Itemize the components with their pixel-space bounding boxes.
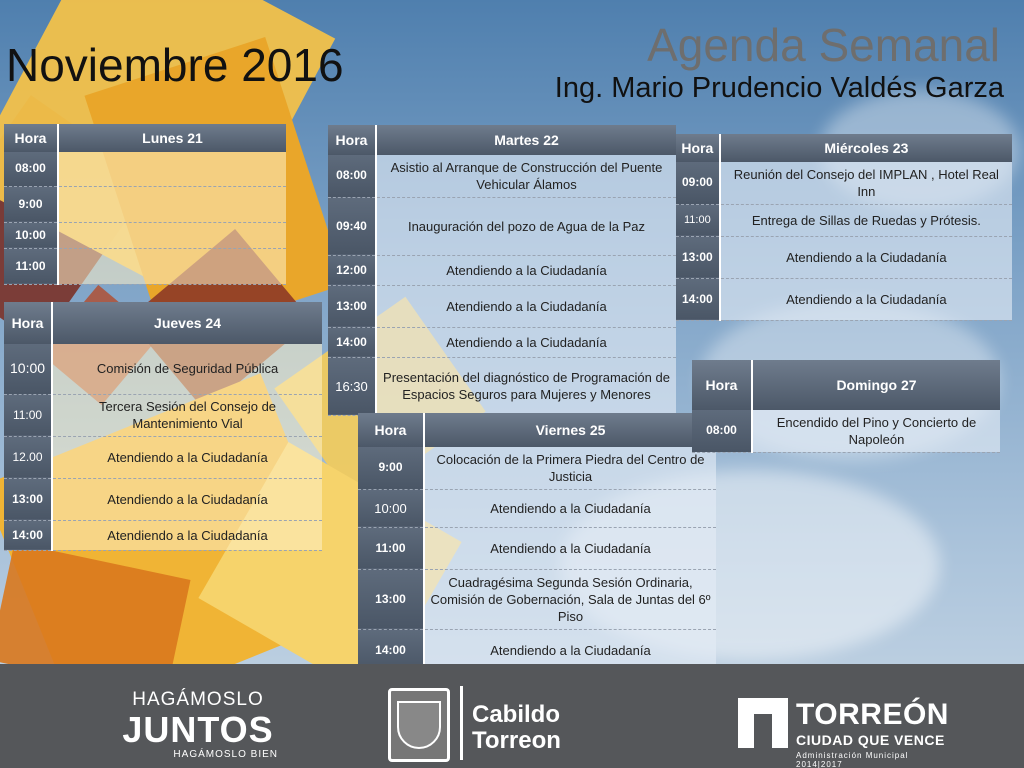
day-header-lunes: Lunes 21 xyxy=(58,124,286,152)
event-cell: Reunión del Consejo del IMPLAN , Hotel Real Inn xyxy=(720,162,1012,204)
torreon-slogan: CIUDAD QUE VENCE xyxy=(796,732,945,748)
torreon-logo xyxy=(796,698,949,768)
official-name: Ing. Mario Prudencio Valdés Garza xyxy=(554,72,1004,104)
table-row xyxy=(4,186,286,222)
schedule-viernes xyxy=(358,413,716,672)
table-row xyxy=(328,327,676,357)
event-cell: Cuadragésima Segunda Sesión Ordinaria, Comisión de Gobernación, Sala de Juntas del 6º Piso xyxy=(424,569,716,629)
torreon-logo-notch xyxy=(754,714,772,748)
juntos-logo-bottom: HAGÁMOSLO BIEN xyxy=(173,749,278,760)
event-cell: Atendiendo a la Ciudadanía xyxy=(424,527,716,569)
time-cell: 16:30 xyxy=(328,357,376,415)
hour-header: Hora xyxy=(328,125,376,155)
time-cell: 12.00 xyxy=(4,436,52,478)
hour-header: Hora xyxy=(4,124,58,152)
time-cell: 9:00 xyxy=(358,447,424,489)
hour-header: Hora xyxy=(4,302,52,344)
event-cell: Presentación del diagnóstico de Programación de Espacios Seguros para Mujeres y Menores xyxy=(376,357,676,415)
table-row xyxy=(4,436,322,478)
event-cell: Atendiendo a la Ciudadanía xyxy=(376,255,676,285)
table-row xyxy=(4,152,286,186)
cabildo-logo xyxy=(472,702,561,754)
hour-header: Hora xyxy=(358,413,424,447)
schedule-miercoles xyxy=(676,134,1012,321)
divider xyxy=(460,686,463,760)
agenda-title: Agenda Semanal xyxy=(647,19,1000,71)
torreon-name: TORREÓN xyxy=(796,698,949,731)
day-header-miercoles: Miércoles 23 xyxy=(720,134,1012,162)
time-cell: 12:00 xyxy=(328,255,376,285)
event-cell: Atendiendo a la Ciudadanía xyxy=(52,478,322,520)
table-row xyxy=(358,447,716,489)
table-row xyxy=(328,255,676,285)
event-cell: Atendiendo a la Ciudadanía xyxy=(52,520,322,550)
day-header-viernes: Viernes 25 xyxy=(424,413,716,447)
table-row xyxy=(358,527,716,569)
table-row xyxy=(676,236,1012,278)
time-cell: 11:00 xyxy=(358,527,424,569)
day-header-martes: Martes 22 xyxy=(376,125,676,155)
table-row xyxy=(4,394,322,436)
schedule-jueves xyxy=(4,302,322,551)
time-cell: 14:00 xyxy=(676,278,720,320)
time-cell: 09:00 xyxy=(676,162,720,204)
time-cell: 14:00 xyxy=(328,327,376,357)
event-cell: Tercera Sesión del Consejo de Mantenimiento Vial xyxy=(52,394,322,436)
cabildo-line2: Torreon xyxy=(472,727,561,754)
time-cell: 14:00 xyxy=(4,520,52,550)
event-cell: Atendiendo a la Ciudadanía xyxy=(424,489,716,527)
event-cell: Entrega de Sillas de Ruedas y Prótesis. xyxy=(720,204,1012,236)
time-cell: 13:00 xyxy=(328,285,376,327)
cabildo-line1: Cabildo xyxy=(472,701,560,728)
table-row xyxy=(328,285,676,327)
table-row xyxy=(4,248,286,284)
event-cell: Comisión de Seguridad Pública xyxy=(52,344,322,394)
table-row xyxy=(4,478,322,520)
table-row xyxy=(4,344,322,394)
table-row xyxy=(676,204,1012,236)
schedule-domingo xyxy=(692,360,1000,453)
time-cell: 13:00 xyxy=(358,569,424,629)
event-cell xyxy=(58,222,286,248)
time-cell: 14:00 xyxy=(358,629,424,671)
time-cell: 9:00 xyxy=(4,186,58,222)
event-cell: Atendiendo a la Ciudadanía xyxy=(52,436,322,478)
month-title: Noviembre 2016 xyxy=(6,39,344,91)
event-cell: Atendiendo a la Ciudadanía xyxy=(376,327,676,357)
schedule-lunes xyxy=(4,124,286,285)
table-row xyxy=(328,197,676,255)
event-cell xyxy=(58,152,286,186)
schedule-martes xyxy=(328,125,676,416)
day-header-jueves: Jueves 24 xyxy=(52,302,322,344)
time-cell: 11:00 xyxy=(676,204,720,236)
event-cell xyxy=(58,248,286,284)
event-cell: Inauguración del pozo de Agua de la Paz xyxy=(376,197,676,255)
time-cell: 10:00 xyxy=(4,344,52,394)
municipal-seal-icon xyxy=(388,688,450,762)
hour-header: Hora xyxy=(676,134,720,162)
event-cell: Colocación de la Primera Piedra del Centro de Justicia xyxy=(424,447,716,489)
table-row xyxy=(676,278,1012,320)
event-cell xyxy=(58,186,286,222)
time-cell: 08:00 xyxy=(692,410,752,452)
time-cell: 13:00 xyxy=(676,236,720,278)
table-row xyxy=(358,489,716,527)
juntos-logo-top: HAGÁMOSLO xyxy=(132,689,264,710)
table-row xyxy=(692,410,1000,452)
time-cell: 13:00 xyxy=(4,478,52,520)
juntos-logo xyxy=(118,689,278,760)
table-row xyxy=(4,520,322,550)
juntos-logo-main: JUNTOS xyxy=(122,709,274,750)
time-cell: 08:00 xyxy=(4,152,58,186)
table-row xyxy=(328,155,676,197)
event-cell: Encendido del Pino y Concierto de Napoleón xyxy=(752,410,1000,452)
table-row xyxy=(676,162,1012,204)
footer-bar xyxy=(0,664,1024,768)
event-cell: Atendiendo a la Ciudadanía xyxy=(376,285,676,327)
time-cell: 11:00 xyxy=(4,248,58,284)
day-header-domingo: Domingo 27 xyxy=(752,360,1000,410)
time-cell: 10:00 xyxy=(4,222,58,248)
time-cell: 09:40 xyxy=(328,197,376,255)
time-cell: 10:00 xyxy=(358,489,424,527)
event-cell: Atendiendo a la Ciudadanía xyxy=(720,278,1012,320)
torreon-admin: Administración Municipal 2014|2017 xyxy=(796,751,909,768)
hour-header: Hora xyxy=(692,360,752,410)
event-cell: Asistio al Arranque de Construcción del Puente Vehicular Álamos xyxy=(376,155,676,197)
event-cell: Atendiendo a la Ciudadanía xyxy=(424,629,716,671)
time-cell: 11:00 xyxy=(4,394,52,436)
event-cell: Atendiendo a la Ciudadanía xyxy=(720,236,1012,278)
table-row xyxy=(4,222,286,248)
table-row xyxy=(358,569,716,629)
table-row xyxy=(328,357,676,415)
time-cell: 08:00 xyxy=(328,155,376,197)
